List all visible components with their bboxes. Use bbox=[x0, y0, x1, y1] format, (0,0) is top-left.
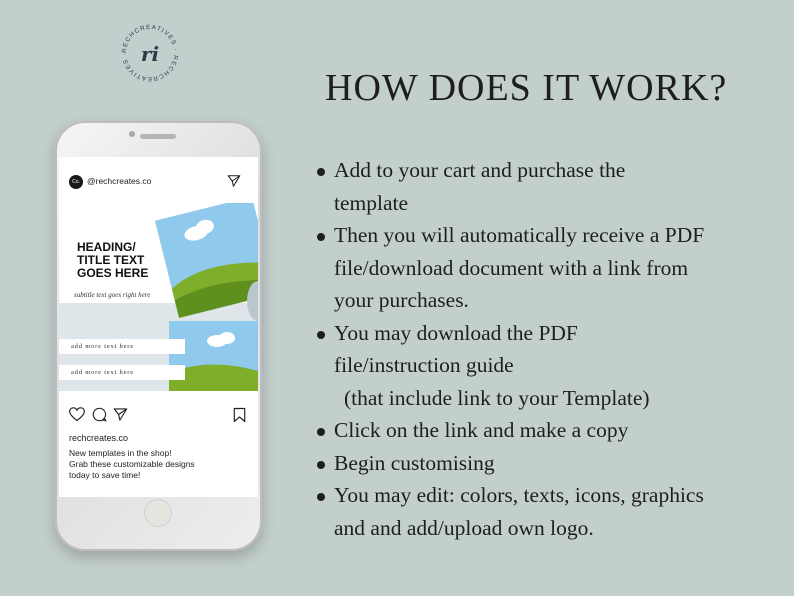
bullet-icon bbox=[317, 168, 325, 176]
phone-mockup bbox=[55, 121, 262, 551]
brand-logo bbox=[117, 20, 183, 86]
heading-line: GOES HERE bbox=[77, 266, 149, 280]
comment-icon[interactable] bbox=[92, 407, 107, 422]
bullet-icon bbox=[317, 233, 325, 241]
step-item bbox=[314, 447, 784, 480]
step-line: file/instruction guide bbox=[334, 353, 514, 377]
bullet-icon bbox=[317, 461, 325, 469]
steps-list bbox=[314, 154, 784, 544]
avatar[interactable]: Co. bbox=[69, 175, 83, 189]
phone-speaker bbox=[140, 134, 176, 139]
post-heading bbox=[77, 241, 177, 280]
phone-screen bbox=[59, 157, 258, 497]
step-line: (that include link to your Template) bbox=[344, 385, 650, 410]
step-line: Then you will automatically receive a PDF bbox=[334, 223, 705, 247]
heart-icon[interactable] bbox=[69, 407, 85, 422]
bookmark-icon[interactable] bbox=[233, 407, 246, 423]
share-icon[interactable] bbox=[113, 407, 128, 422]
bullet-icon bbox=[317, 428, 325, 436]
post-image bbox=[59, 203, 258, 391]
bullet-icon bbox=[317, 331, 325, 339]
step-line: You may edit: colors, texts, icons, graphics bbox=[334, 483, 704, 507]
brand-name: RECHCREATIVES · RECHCREATIVES · bbox=[120, 23, 180, 83]
pill-text: add more text here bbox=[71, 369, 134, 376]
step-line: Begin customising bbox=[334, 450, 495, 475]
heading-line: TITLE TEXT bbox=[77, 253, 145, 267]
step-line: file/download document with a link from bbox=[334, 255, 689, 280]
landscape-image-lower bbox=[169, 321, 258, 391]
bullet-icon bbox=[317, 493, 325, 501]
account-handle[interactable]: @rechcreates.co bbox=[87, 176, 152, 186]
post-header bbox=[69, 174, 249, 192]
step-item bbox=[314, 414, 784, 447]
step-line: your purchases. bbox=[334, 288, 469, 312]
caption-line: today to save time! bbox=[69, 470, 141, 480]
step-item bbox=[314, 317, 784, 415]
phone-camera bbox=[129, 131, 135, 137]
text-pill bbox=[59, 339, 185, 354]
pill-text: add more text here bbox=[71, 343, 134, 350]
step-item bbox=[314, 479, 784, 544]
step-line: Add to your cart and purchase the bbox=[334, 158, 626, 182]
post-caption bbox=[69, 448, 254, 481]
step-line: template bbox=[334, 190, 409, 215]
step-line: You may download the PDF bbox=[334, 320, 578, 345]
step-line: Click on the link and make a copy bbox=[334, 418, 629, 442]
step-line: and and add/upload own logo. bbox=[334, 515, 594, 540]
post-subtitle: subtitle text goes right here bbox=[74, 291, 151, 299]
brand-monogram: ri bbox=[140, 42, 160, 66]
home-button[interactable] bbox=[144, 499, 172, 527]
send-icon[interactable] bbox=[227, 174, 241, 188]
step-item bbox=[314, 219, 784, 317]
step-item bbox=[314, 154, 784, 219]
caption-line: New templates in the shop! bbox=[69, 448, 172, 458]
caption-username[interactable]: rechcreates.co bbox=[69, 433, 129, 443]
text-pill bbox=[59, 365, 185, 380]
page-title: HOW DOES IT WORK? bbox=[325, 67, 728, 109]
heading-line: HEADING/ bbox=[77, 240, 136, 254]
caption-line: Grab these customizable designs bbox=[69, 459, 195, 469]
post-actions bbox=[69, 407, 249, 423]
